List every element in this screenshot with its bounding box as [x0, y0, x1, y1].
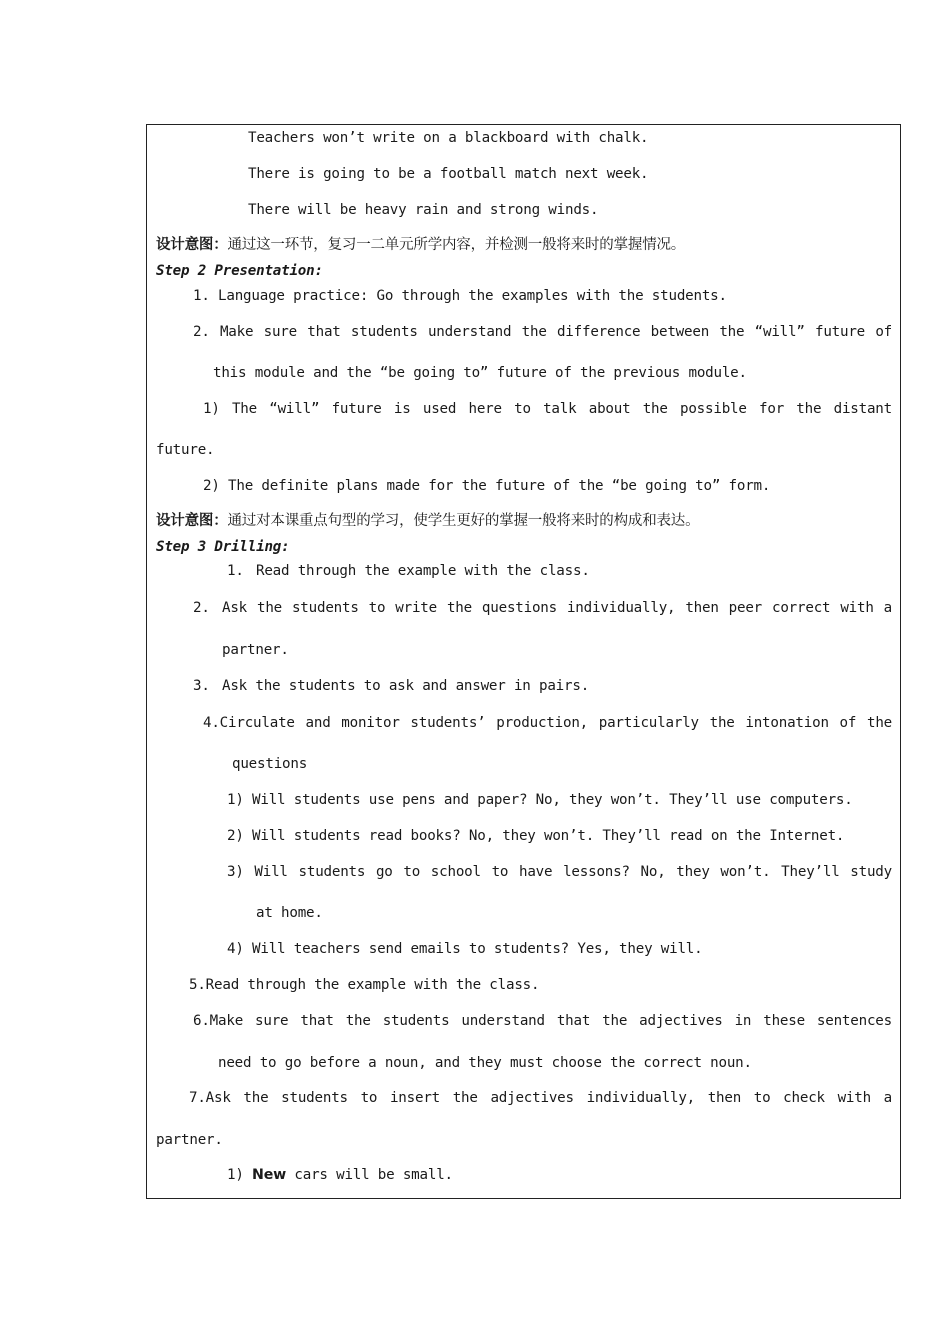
- step3-item-2-number: 2.: [193, 600, 210, 616]
- step2-sub-2: 2) The definite plans made for the future of the “be going to” form.: [203, 478, 771, 494]
- step3-item-7-line-2: partner.: [156, 1132, 223, 1148]
- step2-item-2-line-1: 2. Make sure that students understand the difference between the “will” future of: [193, 324, 892, 340]
- question-4: 4) Will teachers send emails to students? Yes, they will.: [227, 941, 703, 957]
- step2-heading: Step 2 Presentation:: [156, 263, 323, 279]
- lesson-plan-table-cell: [146, 124, 901, 1199]
- step3-item-5: 5.Read through the example with the class.: [189, 977, 540, 993]
- step3-item-4-line-2: questions: [232, 756, 308, 772]
- step2-sub-1-line-2: future.: [156, 442, 215, 458]
- design-intent-label: 设计意图：: [156, 513, 228, 529]
- design-intent-text: 通过对本课重点句型的学习，使学生更好的掌握一般将来时的构成和表达。: [227, 513, 700, 529]
- question-3-line-2: at home.: [256, 905, 323, 921]
- question-3-line-1: 3) Will students go to school to have lessons? No, they won’t. They’ll study: [227, 864, 892, 880]
- design-intent-2: [156, 512, 699, 530]
- step2-sub-1-line-1: 1) The “will” future is used here to talk about the possible for the distant: [203, 401, 892, 417]
- example-sentence-3: There will be heavy rain and strong winds.: [248, 202, 599, 218]
- step3-item-6-line-1: 6.Make sure that the students understand that the adjectives in these sentences: [193, 1013, 892, 1029]
- step3-item-4-line-1: 4.Circulate and monitor students’ production, particularly the intonation of the: [203, 715, 892, 731]
- step3-item-3: Ask the students to ask and answer in pairs.: [222, 678, 590, 694]
- step3-item-2-line-2: partner.: [222, 642, 289, 658]
- question-1: 1) Will students use pens and paper? No, they won’t. They’ll use computers.: [227, 792, 853, 808]
- example-sentence-1: Teachers won’t write on a blackboard with chalk.: [248, 130, 649, 146]
- design-intent-text: 通过这一环节，复习一二单元所学内容，并检测一般将来时的掌握情况。: [227, 237, 686, 253]
- example-1-number: 1): [227, 1167, 244, 1183]
- design-intent-label: 设计意图：: [156, 237, 228, 253]
- example-1: [227, 1166, 453, 1184]
- step3-heading: Step 3 Drilling:: [156, 539, 290, 555]
- step2-item-1: 1. Language practice: Go through the examples with the students.: [193, 288, 727, 304]
- example-1-rest: cars will be small.: [286, 1167, 453, 1183]
- question-2: 2) Will students read books? No, they won’t. They’ll read on the Internet.: [227, 828, 845, 844]
- step3-item-7-line-1: 7.Ask the students to insert the adjectives individually, then to check with a: [189, 1090, 892, 1106]
- step2-item-2-line-2: this module and the “be going to” future of the previous module.: [213, 365, 747, 381]
- design-intent-1: [156, 236, 685, 254]
- example-1-adjective: New: [252, 1167, 287, 1183]
- example-sentence-2: There is going to be a football match next week.: [248, 166, 649, 182]
- step3-item-3-number: 3.: [193, 678, 210, 694]
- step3-item-1-number: 1.: [227, 563, 244, 579]
- step3-item-2-line-1: Ask the students to write the questions individually, then peer correct with a: [222, 600, 892, 616]
- step3-item-6-line-2: need to go before a noun, and they must choose the correct noun.: [218, 1055, 752, 1071]
- step3-item-1: Read through the example with the class.: [256, 563, 590, 579]
